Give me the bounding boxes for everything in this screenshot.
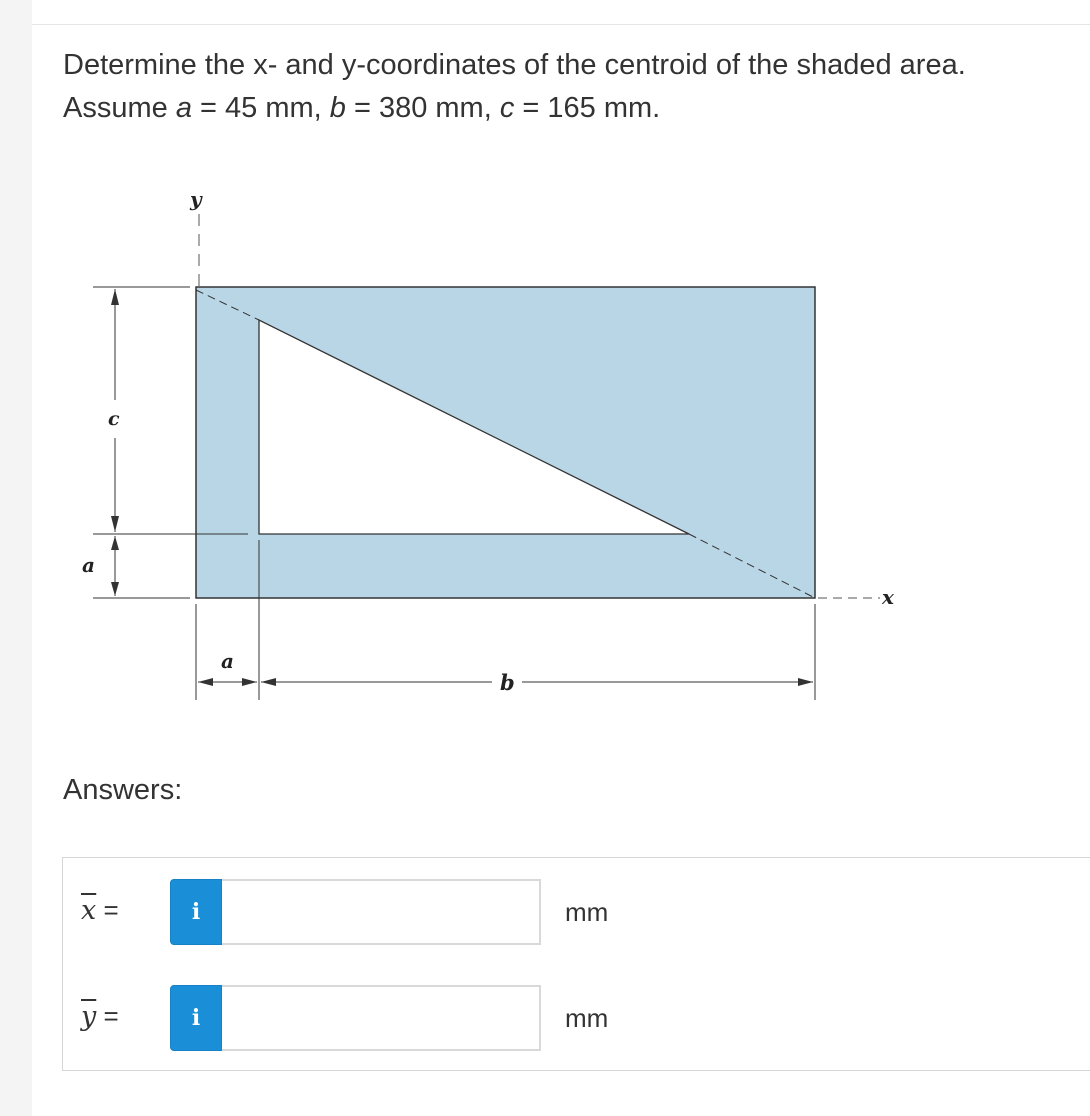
dim-c-label: c [108,408,120,430]
var-a: a [175,92,192,124]
y-bar-label [81,1001,119,1032]
dim-c-arrow-top [111,289,119,305]
dim-a-bottom-arrow-right [242,678,257,686]
var-c: c [499,92,515,124]
x-bar-label [81,895,119,926]
answer-row-x [63,879,1090,945]
value-b: = 380 mm, [345,92,500,124]
x-unit: mm [565,897,609,927]
answers-panel [62,857,1090,1071]
var-b: b [329,92,346,124]
answers-heading: Answers: [63,774,183,806]
dim-a-bottom-label: a [221,649,234,673]
y-bar-symbol: $\overline{y}$ [81,1001,97,1032]
x-bar-symbol: $\overline{x}$ [81,895,97,926]
value-c: = 165 mm. [514,92,661,124]
x-axis-label: x [882,585,894,609]
dim-a-left-label: a [82,553,95,577]
dim-a-bottom-arrow-left [198,678,213,686]
dim-a-left-arrow-bottom [111,582,119,596]
y-equals: = [96,1001,119,1031]
x-info-button[interactable]: i [170,879,222,945]
dim-b-arrow-right [798,678,813,686]
y-info-button[interactable]: i [170,985,222,1051]
dim-b-label: b [500,670,515,695]
value-a: = 45 mm, [191,92,330,124]
dim-b-arrow-left [261,678,276,686]
question-line-1: Determine the x- and y-coordinates of the centroid of the shaded area. [63,49,966,81]
y-bar-input[interactable] [222,985,541,1051]
dim-c-arrow-bottom [111,516,119,532]
answer-row-y [63,985,1090,1051]
y-axis-label: y [190,187,202,211]
y-unit: mm [565,1003,609,1033]
dim-a-left-arrow-top [111,536,119,550]
x-equals: = [96,895,119,925]
x-bar-input[interactable] [222,879,541,945]
assume-text: Assume [63,92,176,124]
